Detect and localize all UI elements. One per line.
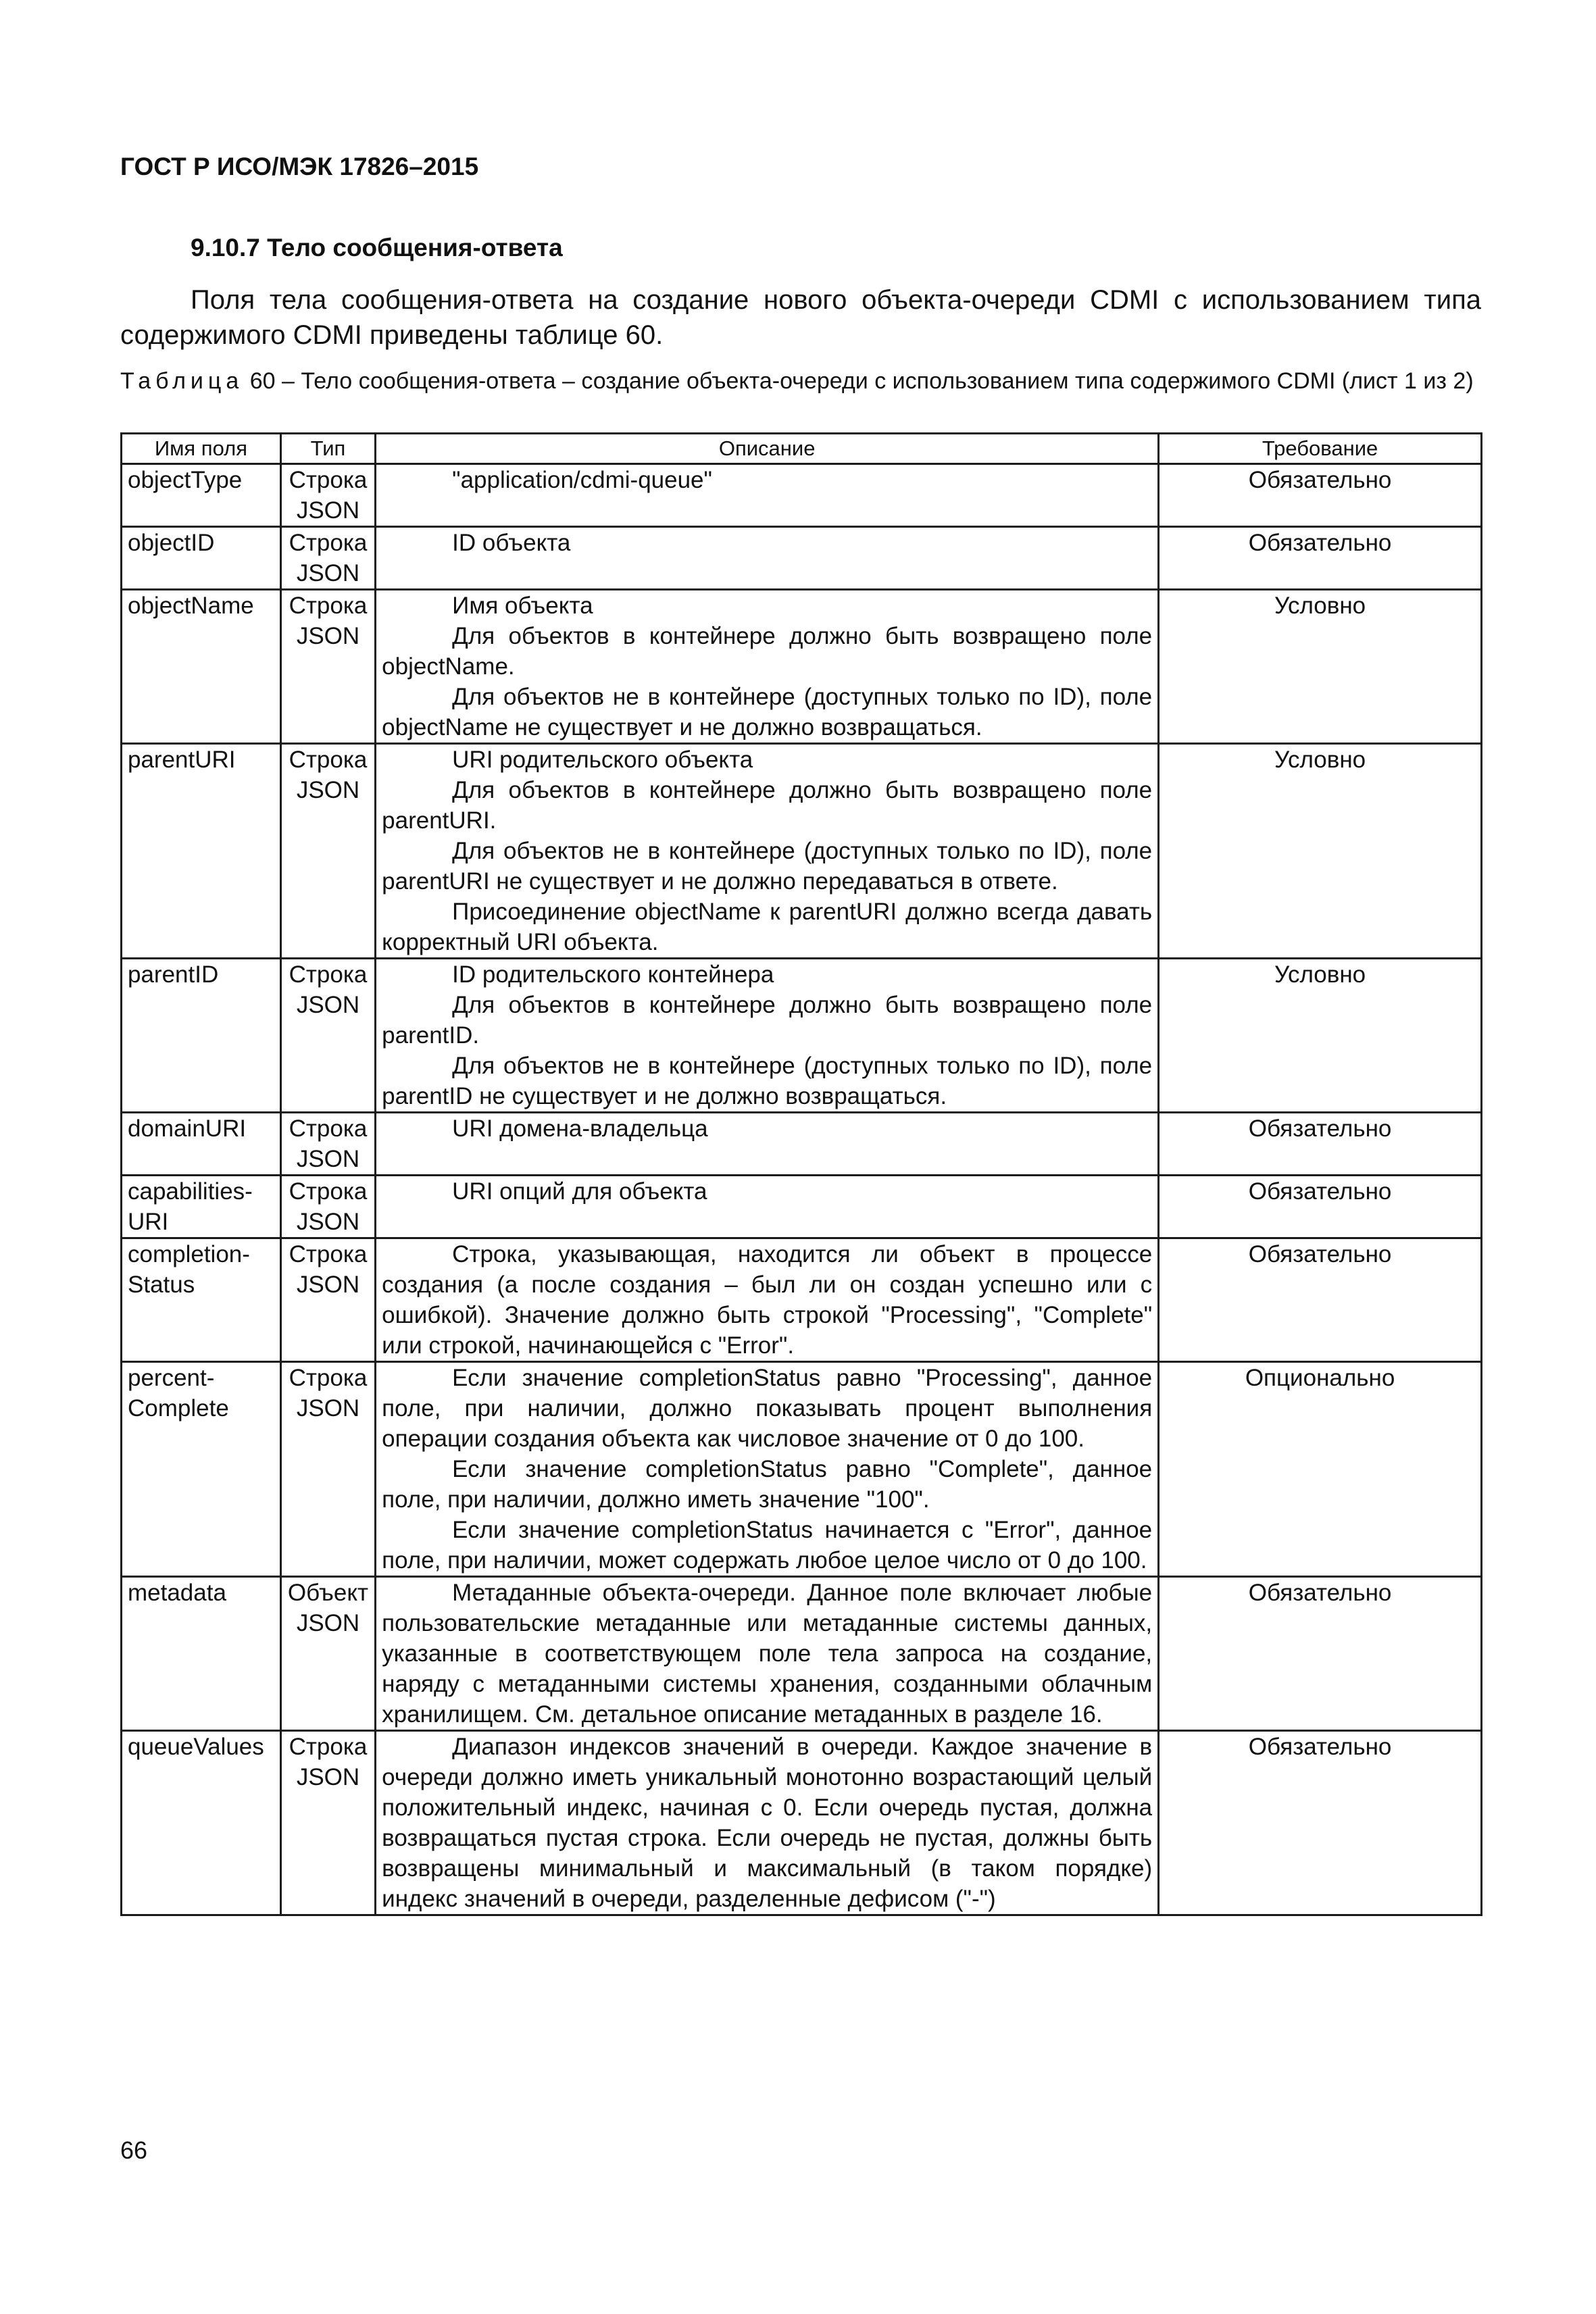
description-paragraph: Строка, указывающая, находится ли объект в процессе создания (а после создания – был ли он создан успешно или с ошибкой). Значение должно быть строкой "Processing", "Complete" или строкой, начинающейся с "Error". (382, 1241, 1153, 1359)
field-name-cell: completion-Status (122, 1238, 281, 1362)
field-name-cell: objectID (122, 527, 281, 590)
field-name-cell: metadata (122, 1577, 281, 1731)
document-standard-header: ГОСТ Р ИСО/МЭК 17826–2015 (120, 153, 479, 180)
page-number: 66 (120, 2136, 148, 2164)
header-description: Описание (376, 434, 1159, 464)
description-paragraph: URI домена-владельца (452, 1115, 708, 1142)
field-description-cell (376, 1238, 1159, 1362)
field-description-cell (376, 464, 1159, 527)
field-requirement-cell: Обязательно (1159, 1731, 1482, 1915)
field-requirement-cell: Условно (1159, 959, 1482, 1113)
table-row (122, 744, 1482, 959)
table-row (122, 1731, 1482, 1915)
field-requirement-cell: Обязательно (1159, 1577, 1482, 1731)
field-type-cell: Объект JSON (280, 1577, 375, 1731)
field-description-cell (376, 1362, 1159, 1577)
description-paragraph: Для объектов не в контейнере (доступных только по ID), поле parentID не существует и не должно возвращаться. (382, 1053, 1153, 1109)
field-name-cell: queueValues (122, 1731, 281, 1915)
table-body (122, 464, 1482, 1915)
table-row (122, 1238, 1482, 1362)
field-type-cell: Строка JSON (280, 590, 375, 744)
section-heading: 9.10.7 Тело сообщения-ответа (191, 234, 563, 261)
description-paragraph: Имя объекта (452, 593, 593, 619)
table-caption (120, 366, 1481, 396)
table-row (122, 527, 1482, 590)
field-description-cell (376, 590, 1159, 744)
description-paragraph: ID объекта (452, 530, 571, 556)
description-paragraph: Присоединение objectName к parentURI должно всегда давать корректный URI объекта. (382, 899, 1153, 955)
field-name-cell: percent-Complete (122, 1362, 281, 1577)
field-type-cell: Строка JSON (280, 1113, 375, 1176)
table-row (122, 1577, 1482, 1731)
field-type-cell: Строка JSON (280, 1176, 375, 1238)
field-requirement-cell: Опционально (1159, 1362, 1482, 1577)
field-type-cell: Строка JSON (280, 527, 375, 590)
field-name-cell: domainURI (122, 1113, 281, 1176)
field-requirement-cell: Условно (1159, 744, 1482, 959)
intro-paragraph: Поля тела сообщения-ответа на создание нового объекта-очереди CDMI с использованием типа содержимого CDMI приведены таблице 60. (120, 285, 1481, 350)
table-header-row (122, 434, 1482, 464)
description-paragraph: Для объектов не в контейнере (доступных только по ID), поле objectName не существует и не должно возвращаться. (382, 684, 1153, 740)
description-paragraph: "application/cdmi-queue" (452, 467, 712, 493)
table-row (122, 590, 1482, 744)
field-description-cell (376, 1731, 1159, 1915)
header-type: Тип (280, 434, 375, 464)
description-paragraph: Диапазон индексов значений в очереди. Каждое значение в очереди должно иметь уникальный монотонно возрастающий целый положительный индекс, начиная с 0. Если очередь пустая, должна возвращаться пустая строка. Если очередь не пустая, должны быть возвращены минимальный и максимальный (в таком порядке) индекс значений в очереди, разделенные дефисом ("-") (382, 1734, 1153, 1912)
table-caption-prefix: Таблица (120, 368, 244, 394)
field-type-cell: Строка JSON (280, 464, 375, 527)
field-type-cell: Строка JSON (280, 1238, 375, 1362)
field-description-cell (376, 744, 1159, 959)
table-row (122, 1113, 1482, 1176)
field-name-cell: objectName (122, 590, 281, 744)
field-description-cell (376, 959, 1159, 1113)
field-name-cell: parentID (122, 959, 281, 1113)
header-requirement: Требование (1159, 434, 1482, 464)
table-row (122, 1362, 1482, 1577)
description-paragraph: Если значение completionStatus начинается с "Error", данное поле, при наличии, может содержать любое целое число от 0 до 100. (382, 1517, 1153, 1574)
description-paragraph: Если значение completionStatus равно "Complete", данное поле, при наличии, должно иметь значение "100". (382, 1456, 1153, 1513)
field-description-cell (376, 1176, 1159, 1238)
table-caption-text: 60 – Тело сообщения-ответа – создание объекта-очереди с использованием типа содержимого CDMI (лист 1 из 2) (243, 368, 1474, 394)
field-name-cell: objectType (122, 464, 281, 527)
field-requirement-cell: Обязательно (1159, 527, 1482, 590)
field-requirement-cell: Условно (1159, 590, 1482, 744)
field-requirement-cell: Обязательно (1159, 1238, 1482, 1362)
description-paragraph: Для объектов в контейнере должно быть возвращено поле parentID. (382, 992, 1153, 1049)
field-description-cell (376, 1577, 1159, 1731)
field-requirement-cell: Обязательно (1159, 464, 1482, 527)
description-paragraph: Для объектов не в контейнере (доступных только по ID), поле parentURI не существует и не должно передаваться в ответе. (382, 838, 1153, 895)
field-requirement-cell: Обязательно (1159, 1113, 1482, 1176)
description-paragraph: Метаданные объекта-очереди. Данное поле включает любые пользовательские метаданные или метаданные системы данных, указанные в соответствующем поле тела запроса на создание, наряду с метаданными системы хранения, созданными облачным хранилищем. См. детальное описание метаданных в разделе 16. (382, 1580, 1153, 1728)
field-description-cell (376, 527, 1159, 590)
field-type-cell: Строка JSON (280, 1362, 375, 1577)
description-paragraph: Для объектов в контейнере должно быть возвращено поле objectName. (382, 623, 1153, 680)
table-row (122, 959, 1482, 1113)
field-requirement-cell: Обязательно (1159, 1176, 1482, 1238)
field-type-cell: Строка JSON (280, 959, 375, 1113)
description-paragraph: URI родительского объекта (452, 747, 753, 773)
table-row (122, 1176, 1482, 1238)
description-paragraph: ID родительского контейнера (452, 961, 774, 988)
field-description-cell (376, 1113, 1159, 1176)
description-paragraph: URI опций для объекта (452, 1178, 707, 1205)
field-type-cell: Строка JSON (280, 1731, 375, 1915)
description-paragraph: Для объектов в контейнере должно быть возвращено поле parentURI. (382, 777, 1153, 834)
fields-table (120, 432, 1482, 1916)
description-paragraph: Если значение completionStatus равно "Processing", данное поле, при наличии, должно показывать процент выполнения операции создания объекта как числовое значение от 0 до 100. (382, 1365, 1153, 1452)
field-name-cell: parentURI (122, 744, 281, 959)
table-row (122, 464, 1482, 527)
header-field-name: Имя поля (122, 434, 281, 464)
field-name-cell: capabilities-URI (122, 1176, 281, 1238)
field-type-cell: Строка JSON (280, 744, 375, 959)
